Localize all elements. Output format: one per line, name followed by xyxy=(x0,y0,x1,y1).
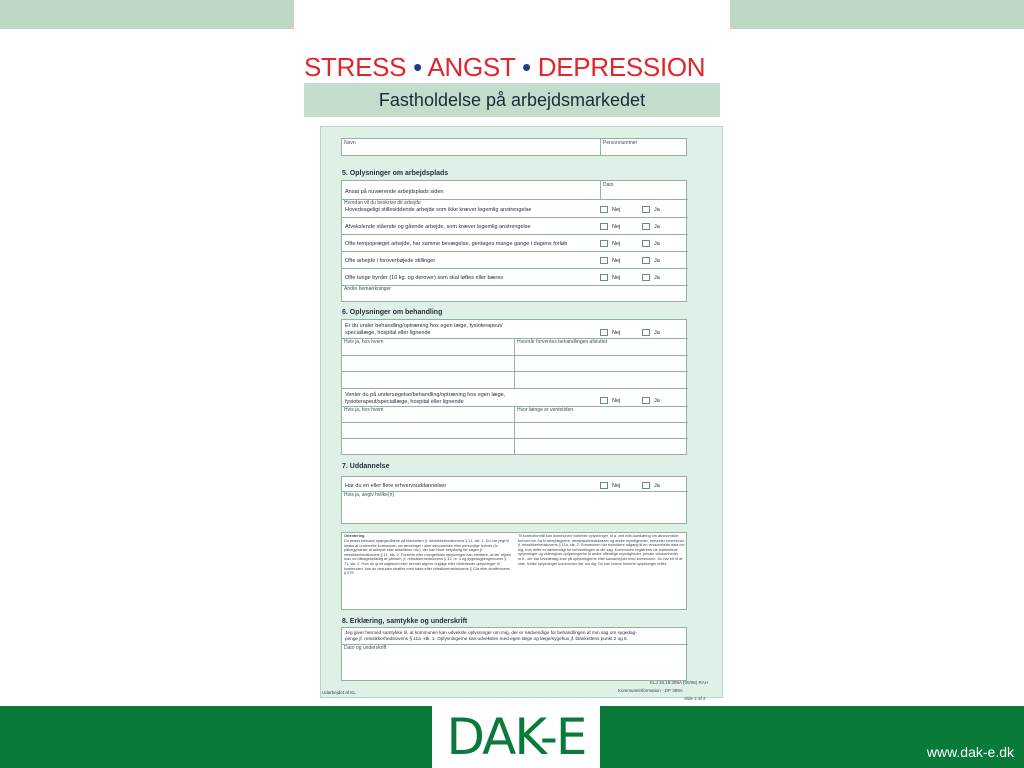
no-label: Nej xyxy=(612,398,621,404)
divider xyxy=(600,181,601,199)
row-line xyxy=(342,217,688,218)
yes-checkbox[interactable] xyxy=(642,482,650,489)
website-url[interactable]: www.dak-e.dk xyxy=(926,744,1014,760)
yes-label: Ja xyxy=(654,483,660,489)
footer-author: Udarbejdet af KL xyxy=(322,690,356,695)
row-line xyxy=(342,338,688,339)
top-left-band xyxy=(0,0,294,29)
name-box xyxy=(341,138,687,156)
consent-text-line1: Jeg giver hermed samtykke til, at kommunen kan udveksle oplysninger om mig, der er nødvendige for behandlingen af min sag om sygedag- xyxy=(345,630,637,635)
bullet-separator: • xyxy=(522,52,531,82)
no-label: Nej xyxy=(612,207,621,213)
no-checkbox[interactable] xyxy=(600,274,608,281)
bullet-separator: • xyxy=(413,52,422,82)
no-label: Nej xyxy=(612,330,621,336)
headline-word-stress: STRESS xyxy=(304,52,407,82)
yes-checkbox[interactable] xyxy=(642,223,650,230)
orientation-title: Orientering xyxy=(344,534,365,538)
row-line xyxy=(342,388,688,389)
yes-label: Ja xyxy=(654,330,660,336)
row-line xyxy=(342,251,688,252)
yes-checkbox[interactable] xyxy=(642,397,650,404)
waiting-question-line2: fysioterapeut/speciallæge, hospital eller lignende xyxy=(345,399,464,405)
no-label: Nej xyxy=(612,258,621,264)
section-5-box xyxy=(341,180,687,302)
yes-checkbox[interactable] xyxy=(642,240,650,247)
question-sitting: Hovedsageligt stillesiddende arbejde som ikke kræver legemlig anstrengelse xyxy=(345,207,532,213)
divider xyxy=(600,139,601,155)
row-line xyxy=(342,406,688,407)
treatment-question-line1: Er du under behandling/optræning hos egen læge, fysioterapeut/ xyxy=(345,323,503,329)
other-remarks-label: Andre bemærkninger xyxy=(344,286,391,292)
name-label: Navn xyxy=(344,140,356,146)
no-checkbox[interactable] xyxy=(600,240,608,247)
yes-checkbox[interactable] xyxy=(642,274,650,281)
no-label: Nej xyxy=(612,224,621,230)
if-yes-who-label: Hvis ja, hos hvem xyxy=(344,407,384,413)
cpr-label: Personnummer xyxy=(603,140,638,146)
section-7-title: 7. Uddannelse xyxy=(342,463,390,470)
headline-word-depression: DEPRESSION xyxy=(537,52,706,82)
orientation-box xyxy=(341,532,687,610)
orientation-right-text: Til kontrolformål kan kommunen indhente oplysninger, bl.a. ved edb-samkøring om økonomiske forhold mv. fra fx arbejdsgivere, arbejdsløshedskasser og andre myndigheder, herunder kommuner, jf. retssikkerhedslovens § 11a, stk. 2. Kommunen har endvidere adgang til en virksomheds data om dig, hvis dette er nødvendigt for behandlingen af din sag. Kommunen registrerer de indhentede oplysninger og videregiver oplysningerne til andre offentlige myndigheder, private virksomheder m.fl., der har lovmæssig krav på oplysningerne eller samarbejder med kommunen. Du har ret til at vide, hvilke oplysninger kommunen har om dig. Du kan kræve forkerte oplysninger rettet. xyxy=(518,534,685,566)
section-8-box xyxy=(341,627,687,681)
expected-end-label: Hvornår forventes behandlingen afsluttet xyxy=(517,339,608,345)
top-right-band xyxy=(730,0,1024,29)
logo xyxy=(432,706,600,768)
yes-checkbox[interactable] xyxy=(642,206,650,213)
no-label: Nej xyxy=(612,241,621,247)
no-label: Nej xyxy=(612,483,621,489)
footer-code: KLJ 16.19.399A (00/06) RAH xyxy=(650,680,709,685)
slide-subtitle: Fastholdelse på arbejdsmarkedet xyxy=(304,83,720,117)
row-line xyxy=(342,268,688,269)
row-line xyxy=(342,438,688,439)
waiting-time-label: Hvor længe er ventetiden xyxy=(517,407,574,413)
orientation-left-text: Du bedes besvare spørgsmålene på blanketten jf. retssikkerhedslovens § 11, stk. 1. Du har pligt til straks at underrette kommunen om ændringer i dine økonomiske eller personlige forhold (fx påbegyndelse af arbejde eller adskillelse mv.), der kan have betydning for sagen jf. retssikkerhedslovens § 11, stk. 2. Forkerte eller mangelfulde oplysninger kan medføre, at der rejses krav om tilbagebetaling af ydelsen, jf. retssikkerhedslovens § 12, nr. 4 og sygedagpengelovens § 71, stk. 2. Hvis du groft uagtsomt eller bevidst afgiver urigtige eller vildledende oplysninger til kommunen, kan du desuden straffes med bøde efter retssikkerhedslovens § 12a eller straffelovens § 279. xyxy=(344,539,511,576)
no-checkbox[interactable] xyxy=(600,206,608,213)
no-checkbox[interactable] xyxy=(600,397,608,404)
section-5-title: 5. Oplysninger om arbejdsplads xyxy=(342,170,449,177)
row-line xyxy=(342,355,688,356)
treatment-question-line2: speciallæge, hospital eller lignende xyxy=(345,330,431,336)
question-tempo: Ofte tempopræget arbejde, har samme bevægelse, gentages mange gange i dagens forløb xyxy=(345,241,568,247)
yes-label: Ja xyxy=(654,275,660,281)
yes-checkbox[interactable] xyxy=(642,257,650,264)
yes-label: Ja xyxy=(654,207,660,213)
no-checkbox[interactable] xyxy=(600,257,608,264)
education-question: Har du en eller flere erhvervsuddannelser xyxy=(345,483,447,489)
describe-label: Hvordan vil du beskrive dit arbejde xyxy=(344,200,421,206)
question-bent: Ofte arbejde i foroverbøjede stillinger xyxy=(345,258,436,264)
if-yes-which-label: Hvis ja, angiv hvilke(n) xyxy=(344,492,395,498)
waiting-question-line1: Venter du på undersøgelse/behandling/optræning hos egen læge, xyxy=(345,392,506,398)
question-standing: Afvekslende stående og gående arbejde, som kræver legemlig anstrengelse xyxy=(345,224,531,230)
section-6-title: 6. Oplysninger om behandling xyxy=(342,309,443,316)
row-line xyxy=(342,285,688,286)
no-checkbox[interactable] xyxy=(600,482,608,489)
date-signature-label: Dato og underskrift xyxy=(344,645,387,651)
yes-label: Ja xyxy=(654,224,660,230)
no-checkbox[interactable] xyxy=(600,329,608,336)
yes-checkbox[interactable] xyxy=(642,329,650,336)
headline-word-angst: ANGST xyxy=(427,52,516,82)
no-label: Nej xyxy=(612,275,621,281)
if-yes-who-label: Hvis ja, hos hvem xyxy=(344,339,384,345)
section-8-title: 8. Erklæring, samtykke og underskrift xyxy=(342,618,468,625)
logo-text: DAK-E xyxy=(446,708,586,766)
consent-text-line2: penge jf. retssikkerhedslovens § 11a, stk. 1. Oplysningerne kan udveksles med egen læge og læge/sygehus jf. blankettens punkt 2 og 6. xyxy=(345,636,628,641)
row-line xyxy=(342,371,688,372)
row-line xyxy=(342,422,688,423)
yes-label: Ja xyxy=(654,241,660,247)
section-7-box xyxy=(341,476,687,524)
footer-page: Side 2 af 2 xyxy=(684,696,706,701)
row-line xyxy=(342,234,688,235)
employed-since-label: Ansat på nuværende arbejdsplads siden xyxy=(345,189,444,195)
divider xyxy=(514,338,515,388)
footer-form-id: Kommuneinformation - DP 399A xyxy=(618,688,683,693)
question-lifting: Ofte tunge byrder (10 kg. og derover) som skal løftes eller bæres xyxy=(345,275,504,281)
yes-label: Ja xyxy=(654,258,660,264)
yes-label: Ja xyxy=(654,398,660,404)
row-line xyxy=(342,644,688,645)
date-label: Dato xyxy=(603,182,614,188)
divider xyxy=(514,406,515,454)
no-checkbox[interactable] xyxy=(600,223,608,230)
slide-headline xyxy=(304,52,724,83)
section-6-box xyxy=(341,319,687,455)
